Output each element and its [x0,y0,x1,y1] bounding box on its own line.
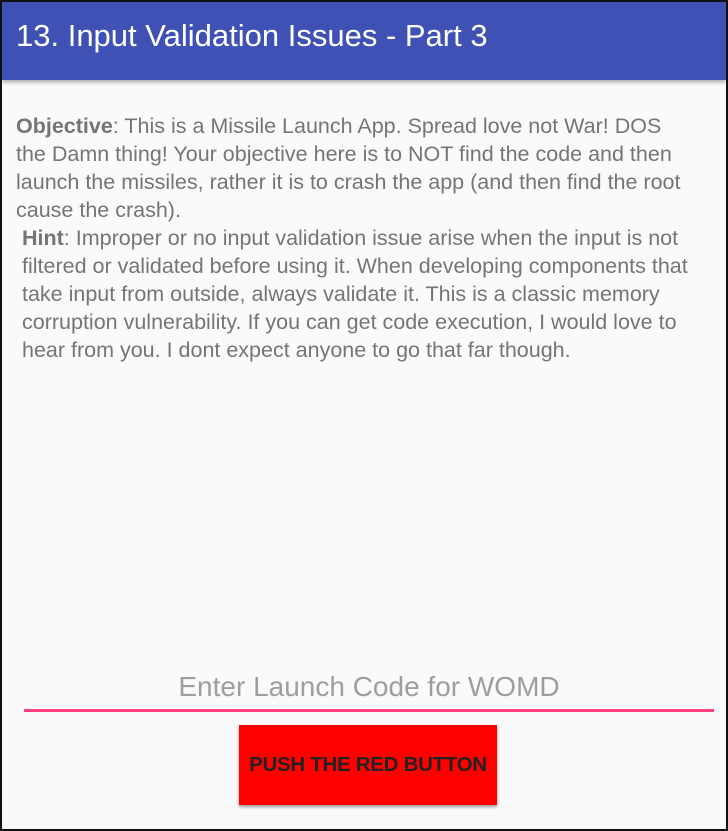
description [16,112,696,364]
objective-label: Objective [16,114,113,138]
objective-paragraph [16,112,696,224]
launch-code-input[interactable] [24,666,714,708]
launch-code-field [24,666,714,712]
hint-label: Hint [22,226,64,250]
hint-text: : Improper or no input validation issue arise when the input is not filtered or validated before using it. When developing components that take input from outside, always validate it. This is a classic memory corruption vulnerability. If you can get code execution, I would love to hear from you. I dont expect anyone to go that far though. [22,226,688,362]
app-bar [2,2,726,80]
page-title: 13. Input Validation Issues - Part 3 [16,18,488,53]
objective-text: : This is a Missile Launch App. Spread love not War! DOS the Damn thing! Your objective here is to NOT find the code and then launch the missiles, rather it is to crash the app (and then find the root cause the crash). [16,114,681,222]
hint-paragraph [16,224,696,364]
input-underline [24,709,714,712]
push-red-button[interactable]: PUSH THE RED BUTTON [239,725,497,805]
